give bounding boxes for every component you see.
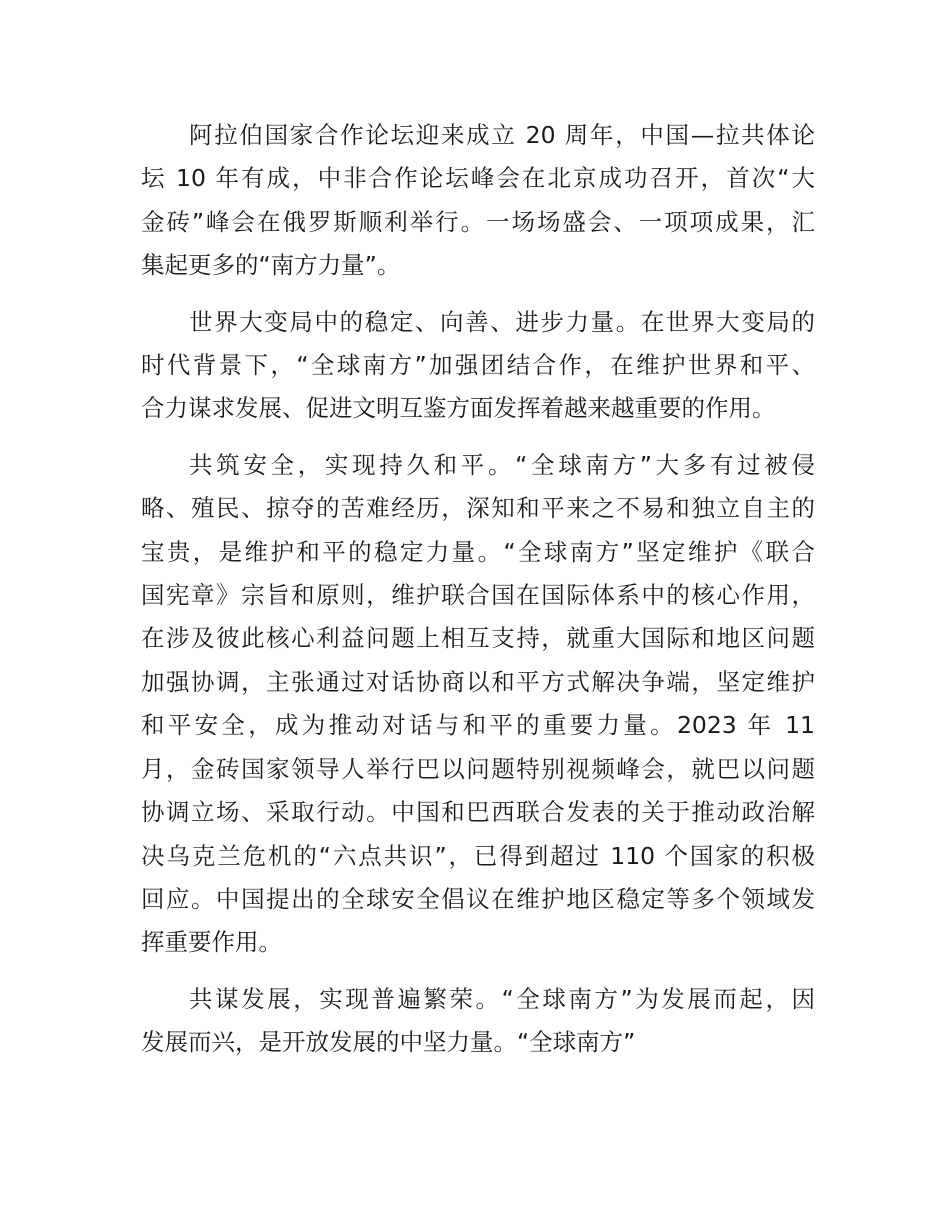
text-line: 回应。中国提出的全球安全倡议在维护地区稳定等多个领域发 — [141, 884, 815, 913]
text-line: 决乌克兰危机的“六点共识”，已得到超过 110 个国家的积极 — [141, 841, 815, 870]
text-line: 金砖”峰会在俄罗斯顺利举行。一场场盛会、一项项成果，汇 — [141, 207, 815, 236]
text-line: 协调立场、采取行动。中国和巴西联合发表的关于推动政治解 — [141, 798, 815, 827]
document-body — [141, 114, 815, 1078]
text-line: 挥重要作用。 — [141, 928, 282, 957]
text-line: 加强协调，主张通过对话协商以和平方式解决争端，坚定维护 — [141, 667, 815, 696]
text-line: 时代背景下，“全球南方”加强团结合作，在维护世界和平、 — [141, 351, 815, 380]
text-line: 阿拉伯国家合作论坛迎来成立 20 周年，中国—拉共体论 — [189, 121, 815, 149]
text-line: 发展而兴，是开放发展的中坚力量。“全球南方” — [141, 1028, 636, 1057]
text-line: 世界大变局中的稳定、向善、进步力量。在世界大变局的 — [189, 307, 815, 336]
text-line: 月，金砖国家领导人举行巴以问题特别视频峰会，就巴以问题 — [141, 754, 815, 783]
text-line: 合力谋求发展、促进文明互鉴方面发挥着越来越重要的作用。 — [141, 394, 776, 423]
paragraph-3 — [141, 444, 815, 965]
text-line: 共筑安全，实现持久和平。“全球南方”大多有过被侵 — [189, 450, 815, 479]
text-line: 略、殖民、掠夺的苦难经历，深知和平来之不易和独立自主的 — [141, 494, 815, 523]
text-line: 共谋发展，实现普遍繁荣。“全球南方”为发展而起，因 — [189, 984, 815, 1013]
text-line: 宝贵，是维护和平的稳定力量。“全球南方”坚定维护《联合 — [141, 537, 815, 566]
text-line: 在涉及彼此核心利益问题上相互支持，就重大国际和地区问题 — [141, 624, 815, 653]
paragraph-2 — [141, 301, 815, 431]
text-line: 集起更多的“南方力量”。 — [141, 251, 401, 280]
paragraph-1 — [141, 114, 815, 288]
text-line: 坛 10 年有成，中非合作论坛峰会在北京成功召开，首次“大 — [141, 164, 815, 193]
paragraph-4 — [141, 978, 815, 1065]
text-line: 和平安全，成为推动对话与和平的重要力量。2023 年 11 — [141, 711, 815, 740]
text-line: 国宪章》宗旨和原则，维护联合国在国际体系中的核心作用， — [141, 581, 815, 610]
